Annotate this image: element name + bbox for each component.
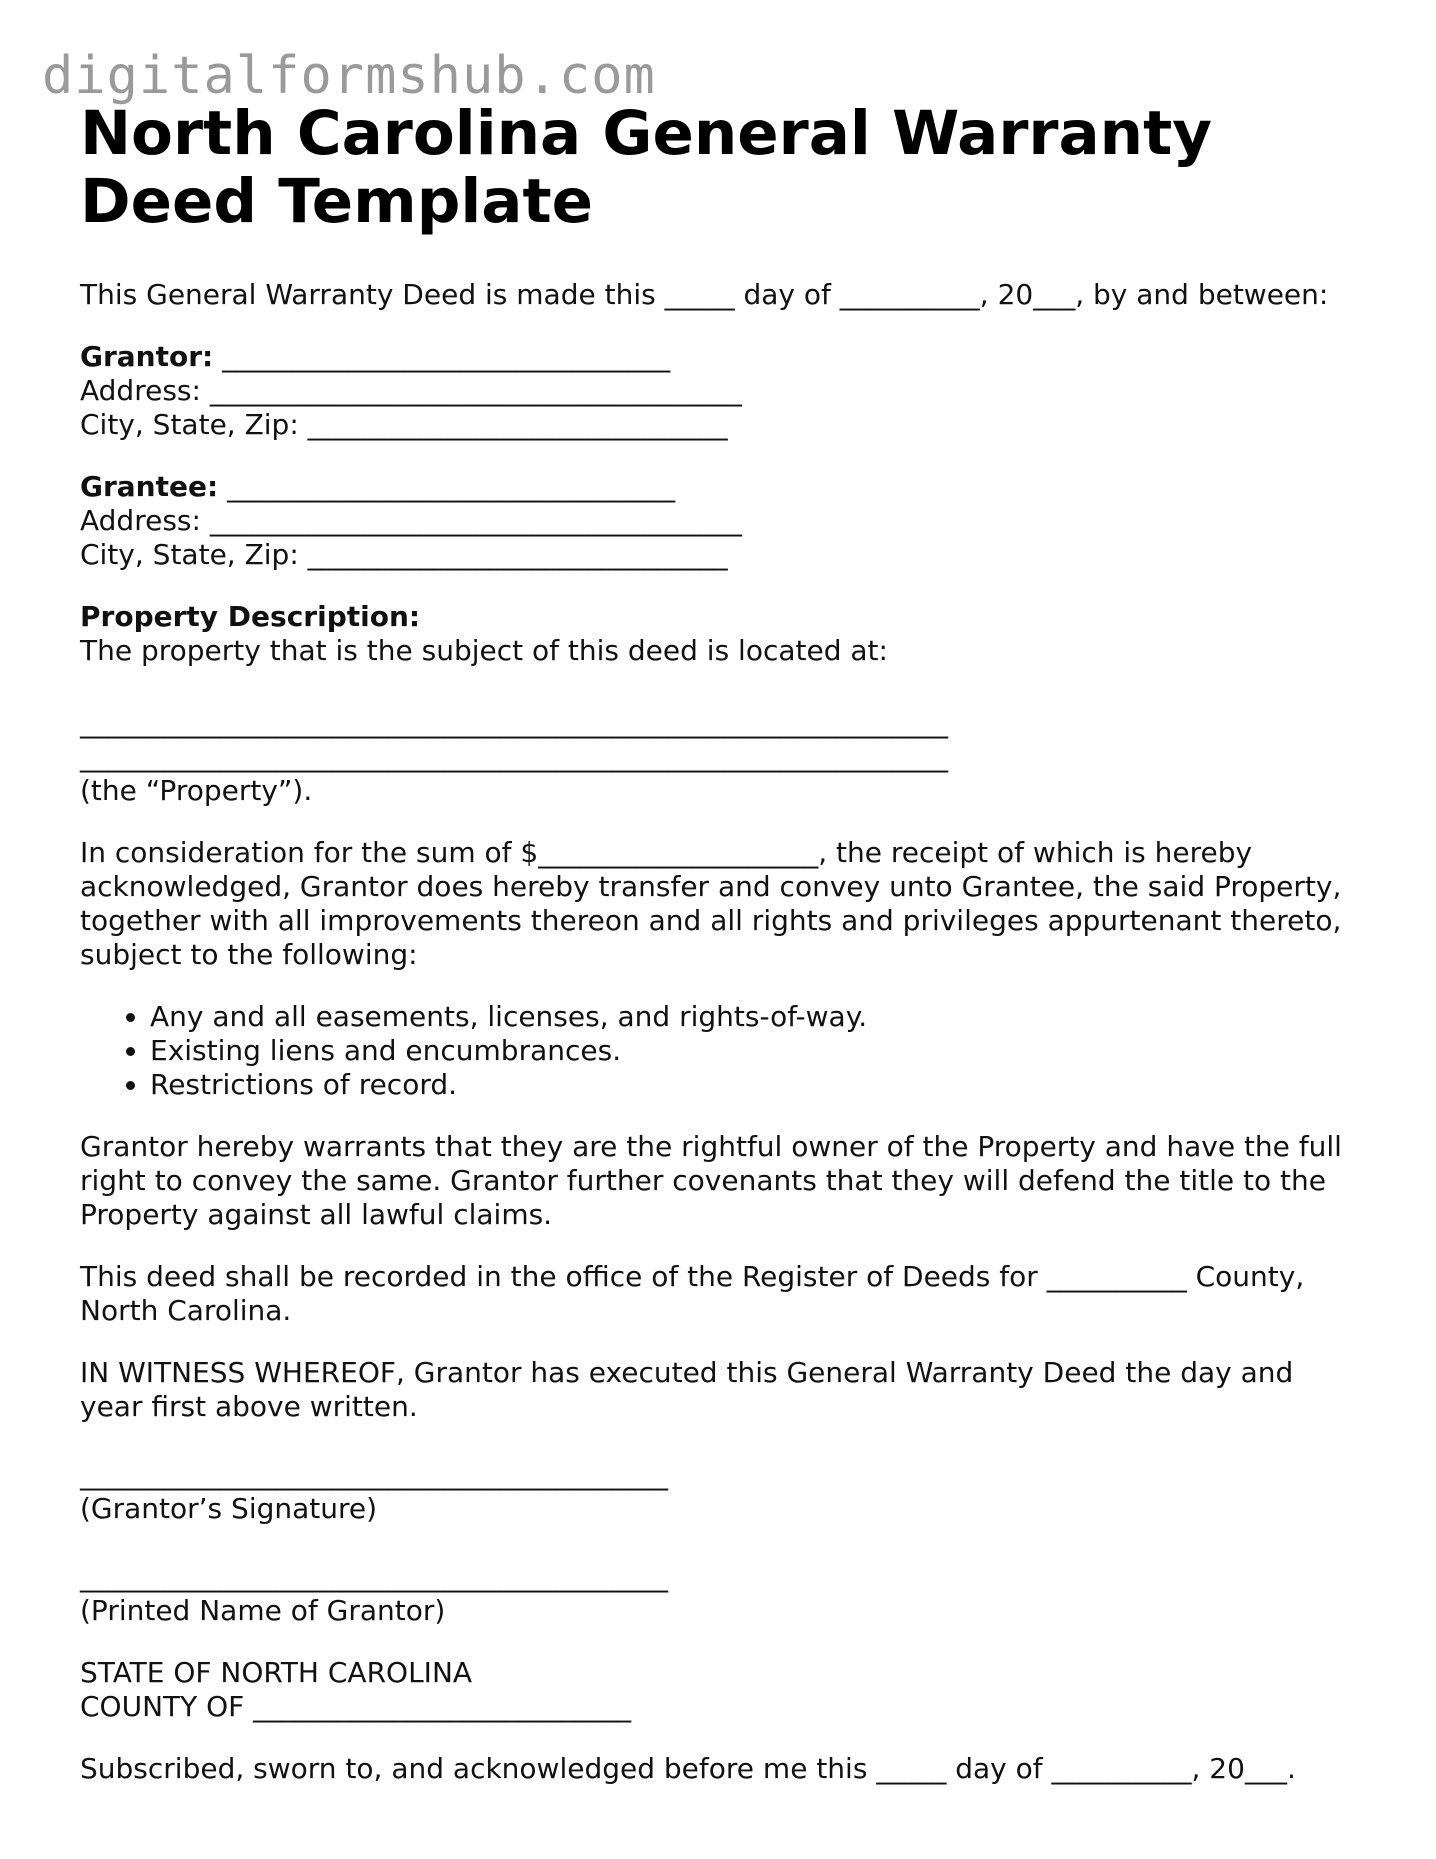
consideration-line: acknowledged, Grantor does hereby transfer and convey unto Grantee, the said Property,	[80, 870, 1342, 903]
grantor-label: Grantor:	[80, 340, 214, 373]
consideration-line: In consideration for the sum of $____________________, the receipt of which is hereby	[80, 836, 1253, 869]
grantee-label: Grantee:	[80, 470, 219, 503]
document-title: North Carolina General Warranty Deed Template	[80, 98, 1213, 237]
warranty-line: Property against all lawful claims.	[80, 1198, 553, 1231]
property-line-2: ______________________________________________________________	[80, 740, 948, 773]
grantee-address: Address: ______________________________________	[80, 504, 742, 537]
warranty-line: right to convey the same. Grantor further covenants that they will defend the title to the	[80, 1164, 1326, 1197]
property-heading: Property Description:	[80, 600, 421, 633]
signature-label: (Grantor’s Signature)	[80, 1492, 378, 1525]
witness-line: IN WITNESS WHEREOF, Grantor has executed this General Warranty Deed the day and	[80, 1356, 1294, 1389]
list-item: • Restrictions of record.	[150, 1068, 1360, 1102]
grantor-city-state-zip: City, State, Zip: ______________________________	[80, 408, 728, 441]
list-item: • Existing liens and encumbrances.	[150, 1034, 1360, 1068]
reservations-list	[80, 1000, 1360, 1102]
deed-document	[80, 100, 1360, 1786]
notary-county: COUNTY OF ___________________________	[80, 1690, 632, 1723]
grantor-address: Address: ______________________________________	[80, 374, 742, 407]
grantee-city-state-zip: City, State, Zip: ______________________________	[80, 538, 728, 571]
list-item: • Any and all easements, licenses, and rights-of-way.	[150, 1000, 1360, 1034]
property-line-1: ______________________________________________________________	[80, 706, 948, 739]
printed-name-block	[80, 1560, 1360, 1628]
signature-line: __________________________________________	[80, 1458, 668, 1491]
grantee-section	[80, 470, 1360, 572]
printed-name-line: __________________________________________	[80, 1560, 668, 1593]
grantee-name-line	[80, 470, 1360, 504]
consideration-line: together with all improvements thereon and all rights and privileges appurtenant thereto,	[80, 904, 1342, 937]
printed-name-label: (Printed Name of Grantor)	[80, 1594, 446, 1627]
grantor-name-blank: ________________________________	[213, 340, 671, 373]
witness-line: year first above written.	[80, 1390, 418, 1423]
notary-state: STATE OF NORTH CAROLINA	[80, 1656, 473, 1689]
warranty-paragraph	[80, 1130, 1360, 1232]
recording-line: This deed shall be recorded in the office of the Register of Deeds for __________ County,	[80, 1260, 1305, 1293]
signature-block	[80, 1458, 1360, 1526]
watermark: digitalformshub.com	[42, 46, 656, 106]
notary-block	[80, 1656, 1360, 1724]
consideration-line: subject to the following:	[80, 938, 418, 971]
grantee-name-blank: ________________________________	[218, 470, 676, 503]
notary-subscribed: Subscribed, sworn to, and acknowledged before me this _____ day of __________, 20___.	[80, 1752, 1296, 1785]
property-intro: The property that is the subject of this deed is located at:	[80, 634, 888, 667]
property-section	[80, 600, 1360, 808]
consideration-paragraph	[80, 836, 1360, 972]
witness-paragraph	[80, 1356, 1360, 1424]
grantor-name-line	[80, 340, 1360, 374]
recording-line: North Carolina.	[80, 1294, 292, 1327]
property-suffix: (the “Property”).	[80, 774, 313, 807]
warranty-line: Grantor hereby warrants that they are the rightful owner of the Property and have the full	[80, 1130, 1342, 1163]
recording-paragraph	[80, 1260, 1360, 1328]
intro-text: This General Warranty Deed is made this _____ day of __________, 20___, by and between:	[80, 278, 1329, 311]
grantor-section	[80, 340, 1360, 442]
